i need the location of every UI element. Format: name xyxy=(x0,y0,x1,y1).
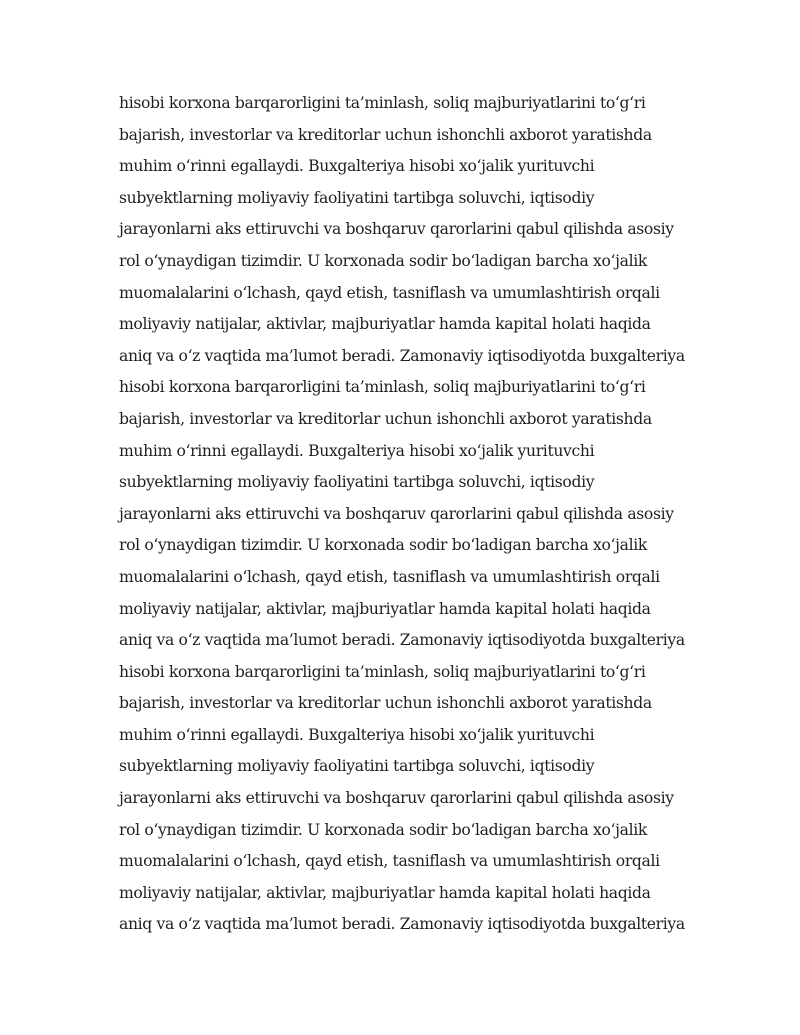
text-line: moliyaviy natijalar, aktivlar, majburiyatlar hamda kapital holati haqida xyxy=(119,599,651,618)
text-line: aniq va o‘z vaqtida ma’lumot beradi. Zamonaviy iqtisodiyotda buxgalteriya xyxy=(119,915,685,934)
text-line: hisobi korxona barqarorligini ta’minlash, soliq majburiyatlarini to‘g‘ri xyxy=(119,662,646,681)
text-line: bajarish, investorlar va kreditorlar uchun ishonchli axborot yaratishda xyxy=(119,694,652,713)
text-line: subyektlarning moliyaviy faoliyatini tartibga soluvchi, iqtisodiy xyxy=(119,473,595,492)
text-line: muomalalarini o‘lchash, qayd etish, tasniflash va umumlashtirish orqali xyxy=(119,283,660,302)
text-line: moliyaviy natijalar, aktivlar, majburiyatlar hamda kapital holati haqida xyxy=(119,883,651,902)
text-line: moliyaviy natijalar, aktivlar, majburiyatlar hamda kapital holati haqida xyxy=(119,315,651,334)
text-line: rol o‘ynaydigan tizimdir. U korxonada sodir bo‘ladigan barcha xo‘jalik xyxy=(119,536,647,555)
text-line: aniq va o‘z vaqtida ma’lumot beradi. Zamonaviy iqtisodiyotda buxgalteriya xyxy=(119,631,685,650)
text-line: subyektlarning moliyaviy faoliyatini tartibga soluvchi, iqtisodiy xyxy=(119,188,595,207)
text-line: muhim o‘rinni egallaydi. Buxgalteriya hisobi xo‘jalik yurituvchi xyxy=(119,441,595,460)
text-line: jarayonlarni aks ettiruvchi va boshqaruv qarorlarini qabul qilishda asosiy xyxy=(119,789,674,808)
text-line: bajarish, investorlar va kreditorlar uchun ishonchli axborot yaratishda xyxy=(119,409,652,428)
text-line: rol o‘ynaydigan tizimdir. U korxonada sodir bo‘ladigan barcha xo‘jalik xyxy=(119,820,647,839)
body-text xyxy=(119,88,719,941)
text-line: jarayonlarni aks ettiruvchi va boshqaruv qarorlarini qabul qilishda asosiy xyxy=(119,504,674,523)
text-line: hisobi korxona barqarorligini ta’minlash, soliq majburiyatlarini to‘g‘ri xyxy=(119,378,646,397)
text-line: rol o‘ynaydigan tizimdir. U korxonada sodir bo‘ladigan barcha xo‘jalik xyxy=(119,251,647,270)
text-line: aniq va o‘z vaqtida ma’lumot beradi. Zamonaviy iqtisodiyotda buxgalteriya xyxy=(119,346,685,365)
text-line: muomalalarini o‘lchash, qayd etish, tasniflash va umumlashtirish orqali xyxy=(119,567,660,586)
text-line: muhim o‘rinni egallaydi. Buxgalteriya hisobi xo‘jalik yurituvchi xyxy=(119,157,595,176)
text-line: muhim o‘rinni egallaydi. Buxgalteriya hisobi xo‘jalik yurituvchi xyxy=(119,725,595,744)
text-line: muomalalarini o‘lchash, qayd etish, tasniflash va umumlashtirish orqali xyxy=(119,852,660,871)
text-line: bajarish, investorlar va kreditorlar uchun ishonchli axborot yaratishda xyxy=(119,125,652,144)
text-line: subyektlarning moliyaviy faoliyatini tartibga soluvchi, iqtisodiy xyxy=(119,757,595,776)
text-line: hisobi korxona barqarorligini ta’minlash, soliq majburiyatlarini to‘g‘ri xyxy=(119,94,646,112)
text-line: jarayonlarni aks ettiruvchi va boshqaruv qarorlarini qabul qilishda asosiy xyxy=(119,220,674,239)
